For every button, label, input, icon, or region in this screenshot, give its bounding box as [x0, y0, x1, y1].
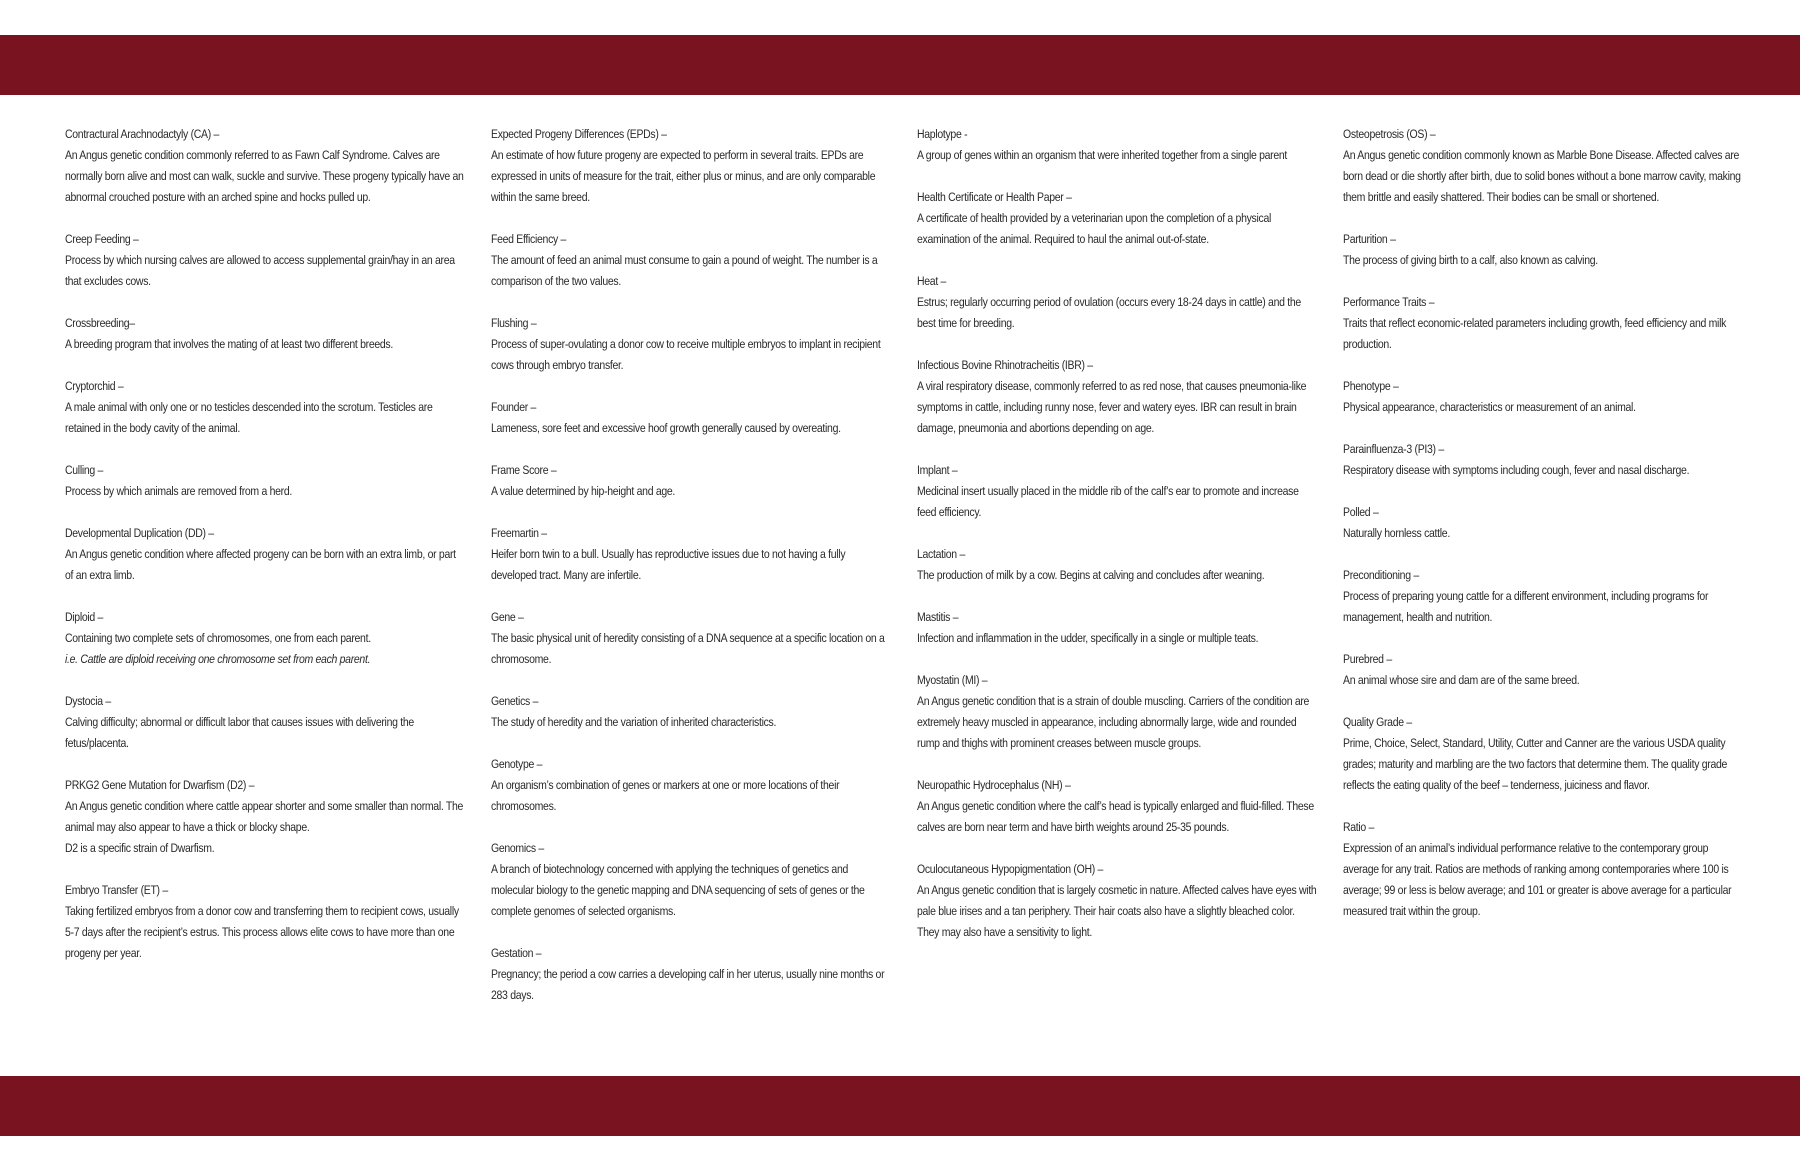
glossary-entry: [65, 775, 465, 859]
glossary-definition: An animal whose sire and dam are of the same breed.: [1343, 673, 1580, 687]
glossary-term: Culling –: [65, 463, 104, 477]
glossary-definition: A value determined by hip-height and age.: [491, 484, 676, 498]
glossary-entry: [491, 523, 891, 586]
glossary-definition: Physical appearance, characteristics or measurement of an animal.: [1343, 400, 1636, 414]
glossary-term: Oculocutaneous Hypopigmentation (OH) –: [917, 862, 1104, 876]
glossary-term: Polled –: [1343, 505, 1379, 519]
glossary-entry: [491, 943, 891, 1006]
glossary-definition: Process of preparing young cattle for a different environment, including programs for management, health and nutrition.: [1343, 589, 1709, 624]
glossary-term: Neuropathic Hydrocephalus (NH) –: [917, 778, 1071, 792]
glossary-column-1: [65, 124, 465, 985]
glossary-definition: Containing two complete sets of chromosomes, one from each parent.: [65, 631, 371, 645]
glossary-definition: Process by which animals are removed from a herd.: [65, 484, 293, 498]
glossary-definition: Calving difficulty; abnormal or difficult labor that causes issues with delivering the fetus/placenta.: [65, 715, 414, 750]
glossary-entry: [491, 691, 891, 733]
glossary-entry: [1343, 712, 1743, 796]
glossary-entry: [917, 271, 1317, 334]
glossary-definition: An Angus genetic condition where the calf’s head is typically enlarged and fluid-filled. These calves are born near term and have birth weights around 25-35 pounds.: [917, 799, 1314, 834]
glossary-term: Expected Progeny Differences (EPDs) –: [491, 127, 667, 141]
glossary-term: Genetics –: [491, 694, 539, 708]
glossary-entry: [65, 124, 465, 208]
glossary-term: Haplotype -: [917, 127, 968, 141]
glossary-definition: The study of heredity and the variation of inherited characteristics.: [491, 715, 777, 729]
glossary-term: Flushing –: [491, 316, 537, 330]
glossary-term: Gestation –: [491, 946, 542, 960]
glossary-term: Founder –: [491, 400, 537, 414]
glossary-definition: An Angus genetic condition where affected progeny can be born with an extra limb, or part of an extra limb.: [65, 547, 456, 582]
glossary-entry: [491, 607, 891, 670]
glossary-term: Implant –: [917, 463, 958, 477]
glossary-term: Dystocia –: [65, 694, 111, 708]
glossary-entry: [917, 355, 1317, 439]
glossary-entry: [1343, 565, 1743, 628]
glossary-term: Genomics –: [491, 841, 544, 855]
glossary-entry: [65, 607, 465, 670]
glossary-entry: [1343, 439, 1743, 481]
glossary-definition: Estrus; regularly occurring period of ovulation (occurs every 18-24 days in cattle) and the best time for breeding.: [917, 295, 1301, 330]
glossary-term: Performance Traits –: [1343, 295, 1435, 309]
glossary-entry: [917, 607, 1317, 649]
glossary-term: Gene –: [491, 610, 524, 624]
bottom-banner: [0, 1076, 1800, 1136]
glossary-entry: [917, 670, 1317, 754]
glossary-definition: A certificate of health provided by a veterinarian upon the completion of a physical examination of the animal. Required to haul the animal out-of-state.: [917, 211, 1272, 246]
glossary-term: Quality Grade –: [1343, 715, 1412, 729]
glossary-term: Diploid –: [65, 610, 104, 624]
glossary-term: PRKG2 Gene Mutation for Dwarfism (D2) –: [65, 778, 255, 792]
glossary-definition: The process of giving birth to a calf, also known as calving.: [1343, 253, 1598, 267]
glossary-entry: [491, 229, 891, 292]
glossary-definition: A branch of biotechnology concerned with applying the techniques of genetics and molecular biology to the genetic mapping and DNA sequencing of sets of genes or the complete genomes of selected organisms.: [491, 862, 865, 918]
glossary-entry: [65, 229, 465, 292]
glossary-term: Lactation –: [917, 547, 965, 561]
glossary: [65, 124, 1755, 1024]
glossary-column-2: [491, 124, 891, 1027]
glossary-entry: [65, 691, 465, 754]
glossary-entry: [65, 523, 465, 586]
glossary-term: Contractural Arachnodactyly (CA) –: [65, 127, 220, 141]
glossary-term: Ratio –: [1343, 820, 1375, 834]
glossary-entry: [917, 544, 1317, 586]
glossary-definition: A male animal with only one or no testicles descended into the scrotum. Testicles are retained in the body cavity of the animal.: [65, 400, 433, 435]
glossary-definition: Process of super-ovulating a donor cow to receive multiple embryos to implant in recipient cows through embryo transfer.: [491, 337, 881, 372]
glossary-term: Parainfluenza-3 (PI3) –: [1343, 442, 1444, 456]
glossary-term: Frame Score –: [491, 463, 557, 477]
glossary-definition: A viral respiratory disease, commonly referred to as red nose, that causes pneumonia-like symptoms in cattle, including runny nose, fever and watery eyes. IBR can result in brain damage, pneumonia and abortions depending on age.: [917, 379, 1307, 435]
glossary-entry: [491, 397, 891, 439]
glossary-example-note: i.e. Cattle are diploid receiving one chromosome set from each parent.: [65, 652, 371, 666]
glossary-definition: The amount of feed an animal must consume to gain a pound of weight. The number is a comparison of the two values.: [491, 253, 878, 288]
glossary-term: Crossbreeding–: [65, 316, 135, 330]
glossary-entry: [1343, 502, 1743, 544]
glossary-entry: [1343, 376, 1743, 418]
glossary-definition: Infection and inflammation in the udder, specifically in a single or multiple teats.: [917, 631, 1259, 645]
glossary-term: Genotype –: [491, 757, 543, 771]
top-banner: [0, 35, 1800, 95]
glossary-definition: An Angus genetic condition commonly known as Marble Bone Disease. Affected calves are born dead or die shortly after birth, due to solid bones without a bone marrow cavity, making them brittle and easily shattered. Their bodies can be small or shortened.: [1343, 148, 1741, 204]
glossary-term: Osteopetrosis (OS) –: [1343, 127, 1436, 141]
glossary-definition: An organism’s combination of genes or markers at one or more locations of their chromosomes.: [491, 778, 840, 813]
glossary-term: Creep Feeding –: [65, 232, 139, 246]
glossary-term: Feed Efficiency –: [491, 232, 567, 246]
glossary-term: Embryo Transfer (ET) –: [65, 883, 168, 897]
glossary-entry: [1343, 817, 1743, 922]
glossary-definition: Lameness, sore feet and excessive hoof growth generally caused by overeating.: [491, 421, 841, 435]
glossary-term: Parturition –: [1343, 232, 1396, 246]
glossary-entry: [491, 124, 891, 208]
glossary-definition: Respiratory disease with symptoms including cough, fever and nasal discharge.: [1343, 463, 1690, 477]
glossary-term: Heat –: [917, 274, 947, 288]
glossary-definition-extra: D2 is a specific strain of Dwarfism.: [65, 841, 215, 855]
glossary-term: Phenotype –: [1343, 379, 1399, 393]
glossary-term: Mastitis –: [917, 610, 959, 624]
glossary-column-3: [917, 124, 1317, 964]
glossary-definition: An estimate of how future progeny are expected to perform in several traits. EPDs are expressed in units of measure for the trait, either plus or minus, and are only comparable within the same breed.: [491, 148, 876, 204]
glossary-column-4: [1343, 124, 1743, 943]
glossary-definition: An Angus genetic condition that is largely cosmetic in nature. Affected calves have eyes with pale blue irises and a tan periphery. Their hair coats also have a slightly bleached color. They may also have a sensitivity to light.: [917, 883, 1317, 939]
glossary-definition: Traits that reflect economic-related parameters including growth, feed efficiency and milk production.: [1343, 316, 1727, 351]
glossary-definition: A group of genes within an organism that were inherited together from a single parent: [917, 148, 1288, 162]
glossary-entry: [917, 859, 1317, 943]
glossary-entry: [917, 187, 1317, 250]
glossary-term: Health Certificate or Health Paper –: [917, 190, 1072, 204]
glossary-definition: Process by which nursing calves are allowed to access supplemental grain/hay in an area that excludes cows.: [65, 253, 455, 288]
glossary-entry: [1343, 124, 1743, 208]
glossary-definition: A breeding program that involves the mating of at least two different breeds.: [65, 337, 393, 351]
glossary-entry: [65, 313, 465, 355]
glossary-definition: Expression of an animal’s individual performance relative to the contemporary group average for any trait. Ratios are methods of ranking among contemporaries where 100 is average; 99 or less is below average; and 101 or greater is above average for a particular measured trait within the group.: [1343, 841, 1732, 918]
glossary-entry: [65, 880, 465, 964]
glossary-term: Purebred –: [1343, 652, 1392, 666]
glossary-definition: Taking fertilized embryos from a donor cow and transferring them to recipient cows, usually 5-7 days after the recipient’s estrus. This process allows elite cows to have more than one progeny per year.: [65, 904, 459, 960]
glossary-entry: [491, 838, 891, 922]
glossary-definition: Pregnancy; the period a cow carries a developing calf in her uterus, usually nine months or 283 days.: [491, 967, 885, 1002]
glossary-entry: [917, 124, 1317, 166]
glossary-entry: [1343, 649, 1743, 691]
glossary-entry: [65, 376, 465, 439]
glossary-term: Preconditioning –: [1343, 568, 1419, 582]
glossary-definition: Prime, Choice, Select, Standard, Utility, Cutter and Canner are the various USDA quality grades; maturity and marbling are the two factors that determine them. The quality grade reflects the eating quality of the beef – tenderness, juiciness and flavor.: [1343, 736, 1728, 792]
glossary-term: Myostatin (MI) –: [917, 673, 988, 687]
glossary-term: Developmental Duplication (DD) –: [65, 526, 214, 540]
glossary-entry: [917, 775, 1317, 838]
glossary-definition: Naturally hornless cattle.: [1343, 526, 1450, 540]
glossary-definition: Heifer born twin to a bull. Usually has reproductive issues due to not having a fully developed tract. Many are infertile.: [491, 547, 846, 582]
glossary-definition: An Angus genetic condition that is a strain of double muscling. Carriers of the condition are extremely heavy muscled in appearance, including abnormally large, wide and rounded rump and thighs with prominent creases between muscle groups.: [917, 694, 1310, 750]
glossary-entry: [491, 460, 891, 502]
glossary-term: Cryptorchid –: [65, 379, 124, 393]
glossary-entry: [917, 460, 1317, 523]
glossary-definition: The basic physical unit of heredity consisting of a DNA sequence at a specific location on a chromosome.: [491, 631, 885, 666]
glossary-entry: [65, 460, 465, 502]
glossary-definition: An Angus genetic condition commonly referred to as Fawn Calf Syndrome. Calves are normally born alive and most can walk, suckle and survive. These progeny typically have an abnormal crouched posture with an arched spine and hocks pulled up.: [65, 148, 464, 204]
glossary-entry: [1343, 229, 1743, 271]
glossary-entry: [491, 313, 891, 376]
glossary-entry: [491, 754, 891, 817]
glossary-entry: [1343, 292, 1743, 355]
glossary-term: Infectious Bovine Rhinotracheitis (IBR) –: [917, 358, 1093, 372]
glossary-definition: The production of milk by a cow. Begins at calving and concludes after weaning.: [917, 568, 1265, 582]
glossary-definition: An Angus genetic condition where cattle appear shorter and some smaller than normal. The animal may also appear to have a thick or blocky shape.: [65, 799, 464, 834]
glossary-definition: Medicinal insert usually placed in the middle rib of the calf’s ear to promote and increase feed efficiency.: [917, 484, 1299, 519]
glossary-term: Freemartin –: [491, 526, 547, 540]
